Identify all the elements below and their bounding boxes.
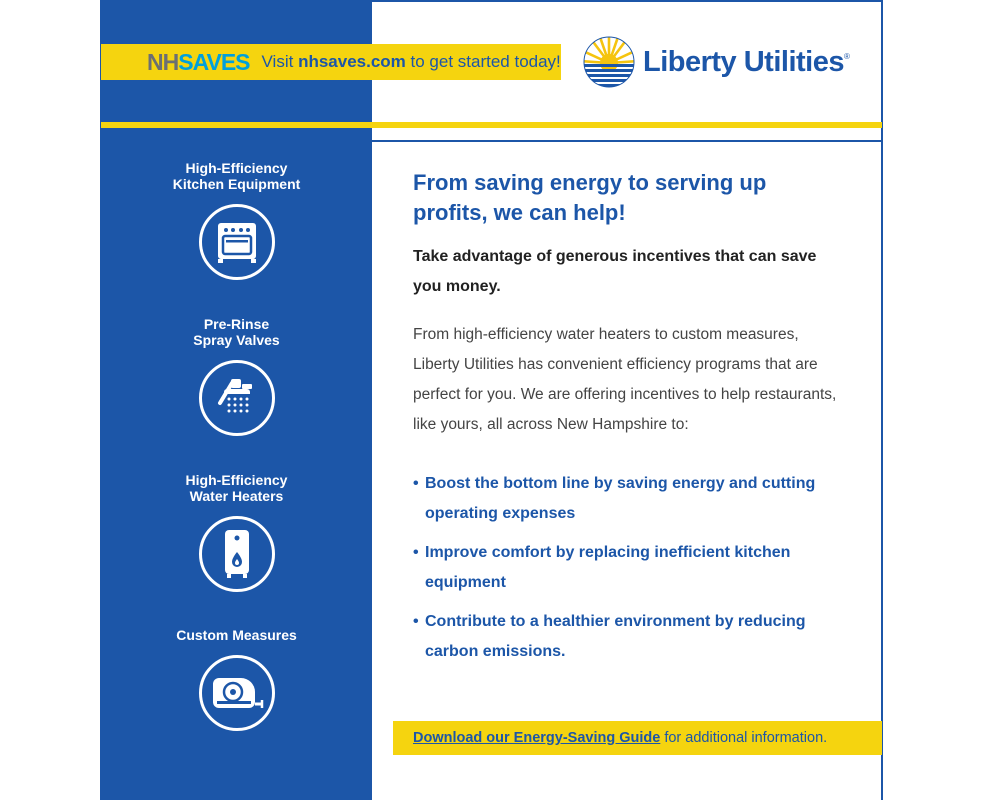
yellow-divider — [101, 122, 882, 128]
brand-name: Liberty Utilities® — [643, 45, 850, 78]
oven-icon — [199, 204, 275, 280]
nhsaves-banner[interactable] — [101, 44, 561, 80]
subheading: Take advantage of generous incentives that can save you money. — [413, 248, 817, 295]
top-border — [372, 0, 882, 2]
sidebar-item-custom-measures — [101, 627, 372, 731]
bullet-icon: • — [413, 613, 419, 630]
list-item: • Contribute to a healthier environment by reducing carbon emissions. — [413, 607, 833, 667]
sidebar-item-spray-valves — [101, 316, 372, 436]
blue-divider — [372, 140, 882, 142]
download-note: for additional information. — [664, 730, 828, 746]
tape-measure-icon — [199, 655, 275, 731]
sidebar-item-label: Pre-Rinse Spray Valves — [193, 316, 280, 348]
sidebar-item-label: High-Efficiency Kitchen Equipment — [172, 160, 301, 192]
list-item: • Boost the bottom line by saving energy and cutting operating expenses — [413, 469, 833, 529]
water-heater-icon — [199, 516, 275, 592]
nhsaves-logo: NHSAVES — [147, 48, 250, 75]
download-guide-link[interactable]: Download our Energy-Saving Guide — [413, 730, 661, 746]
sidebar-item-label: Custom Measures — [176, 627, 297, 643]
banner-text: Visit nhsaves.com to get started today! — [261, 52, 561, 71]
list-item: • Improve comfort by replacing inefficient kitchen equipment — [413, 538, 833, 598]
sun-logo-icon — [583, 36, 635, 88]
nhsaves-link[interactable]: nhsaves.com — [298, 52, 406, 71]
benefit-list — [413, 469, 833, 676]
spray-valve-icon — [199, 360, 275, 436]
sidebar-item-label: High-Efficiency Water Heaters — [185, 472, 288, 504]
bullet-icon: • — [413, 544, 419, 561]
bullet-icon: • — [413, 475, 419, 492]
download-banner — [393, 721, 882, 755]
liberty-utilities-logo — [583, 36, 849, 88]
headline: From saving energy to serving up profits, we can help! — [413, 170, 767, 225]
sidebar-item-water-heaters — [101, 472, 372, 592]
sidebar-item-kitchen-equipment — [101, 160, 372, 280]
body-paragraph: From high-efficiency water heaters to custom measures, Liberty Utilities has convenient efficiency programs that are perfect for you. We are offering incentives to help restaurants, like yours, all across New Hampshire to: — [413, 326, 837, 433]
